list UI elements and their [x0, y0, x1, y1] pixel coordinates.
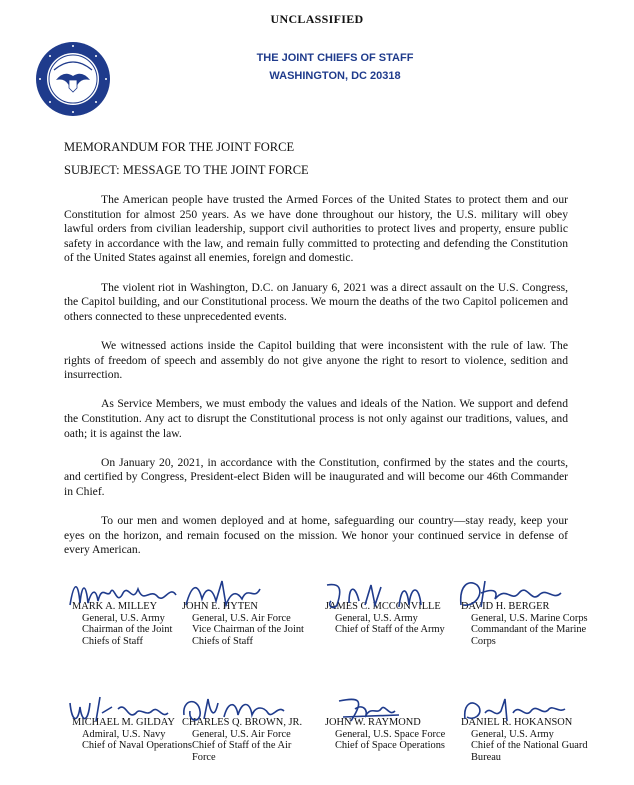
signatory-rank: General, U.S. Army: [335, 612, 418, 624]
paragraph: As Service Members, we must embody the values and ideals of the Nation. We support and defend the Constitution. Any act to disrupt the Constitutional process is not only against our traditions, values, and oath; it is against the law.: [64, 397, 568, 440]
signatory-title: Commandant of the Marine: [471, 624, 587, 636]
signature-icon: [319, 575, 434, 613]
signatory-title: Chief of Staff of the Air: [192, 740, 292, 752]
dod-seal-icon: [34, 40, 112, 118]
signatory-title: Chief of Space Operations: [335, 740, 445, 752]
signatory-name: MARK A. MILLEY: [72, 601, 158, 612]
signatory-title: Chairman of the Joint: [82, 624, 173, 636]
signatory-name: JOHN W. RAYMOND: [325, 717, 421, 728]
signatory-title: Chief of Naval Operations: [82, 740, 192, 752]
signatory-rank: General, U.S. Air Force: [192, 728, 291, 740]
signatory-title: Chiefs of Staff: [82, 635, 143, 647]
signatory-rank: General, U.S. Army: [82, 612, 165, 624]
paragraph: To our men and women deployed and at home, safeguarding our country—stay ready, keep your eyes on the horizon, and remain focused on the mission. We honor your continued service in defense of every American.: [64, 514, 568, 557]
signature-block-hokanson: [461, 717, 596, 763]
memo-body: [64, 193, 568, 572]
signatory-title: Chief of the National Guard: [471, 740, 588, 752]
signatory-rank: General, U.S. Space Force: [335, 728, 446, 740]
signature-icon: [455, 691, 570, 729]
signature-icon: [455, 575, 570, 613]
paragraph: The violent riot in Washington, D.C. on January 6, 2021 was a direct assault on the U.S. Congress, the Capitol building, and our Constitutional process. We mourn the deaths of the two Capitol policemen and others connected to these unprecedented events.: [64, 280, 568, 323]
letterhead-city: WASHINGTON, DC 20318: [269, 70, 401, 82]
signature-block-mcconville: [325, 601, 460, 636]
signatory-title: Bureau: [471, 751, 502, 763]
classification-marking: UNCLASSIFIED: [270, 12, 364, 26]
signatory-name: CHARLES Q. BROWN, JR.: [182, 717, 303, 728]
signatory-rank: General, U.S. Air Force: [192, 612, 291, 624]
signatory-name: JAMES C. MCCONVILLE: [325, 601, 441, 612]
signature-block-brown: [182, 717, 317, 763]
signatory-title: Force: [192, 751, 216, 763]
signature-icon: [319, 691, 434, 729]
memo-addressee: MEMORANDUM FOR THE JOINT FORCE: [64, 140, 295, 154]
signature-block-hyten: [182, 601, 317, 647]
memo-subject: SUBJECT: MESSAGE TO THE JOINT FORCE: [64, 163, 309, 177]
paragraph: The American people have trusted the Armed Forces of the United States to protect them and our Constitution for almost 250 years. As we have done throughout our history, the U.S. military will obey lawful orders from civilian leadership, support civil authorities to protect lives and property, ensure public safety in accordance with the law, and remain fully committed to protecting and defending the Constitution of the United States against all enemies, foreign and domestic.: [64, 193, 568, 265]
signature-icon: [176, 575, 291, 613]
signatory-rank: General, U.S. Marine Corps: [471, 612, 588, 624]
signatory-name: DAVID H. BERGER: [461, 601, 550, 612]
signatory-name: DANIEL R. HOKANSON: [461, 717, 573, 728]
signatory-title: Vice Chairman of the Joint: [192, 624, 304, 636]
paragraph: On January 20, 2021, in accordance with the Constitution, confirmed by the states and the courts, and certified by Congress, President-elect Biden will be inaugurated and will become our 46th Commander in Chief.: [64, 455, 568, 498]
signatory-rank: Admiral, U.S. Navy: [82, 728, 166, 740]
signature-block-berger: [461, 601, 596, 647]
signatory-title: Corps: [471, 635, 496, 647]
signature-icon: [176, 691, 291, 729]
signature-block-raymond: [325, 717, 460, 752]
signatory-name: JOHN E. HYTEN: [182, 601, 258, 612]
signatory-title: Chief of Staff of the Army: [335, 624, 445, 636]
paragraph: We witnessed actions inside the Capitol building that were inconsistent with the rule of law. The rights of freedom of speech and assembly do not give anyone the right to resort to violence, sedition and insurrection.: [64, 338, 568, 382]
signature-icon: [66, 691, 181, 729]
signatory-name: MICHAEL M. GILDAY: [72, 717, 175, 728]
signatory-title: Chiefs of Staff: [192, 635, 253, 647]
signature-icon: [66, 575, 181, 613]
letterhead-org: THE JOINT CHIEFS OF STAFF: [256, 52, 414, 64]
signatory-rank: General, U.S. Army: [471, 728, 554, 740]
